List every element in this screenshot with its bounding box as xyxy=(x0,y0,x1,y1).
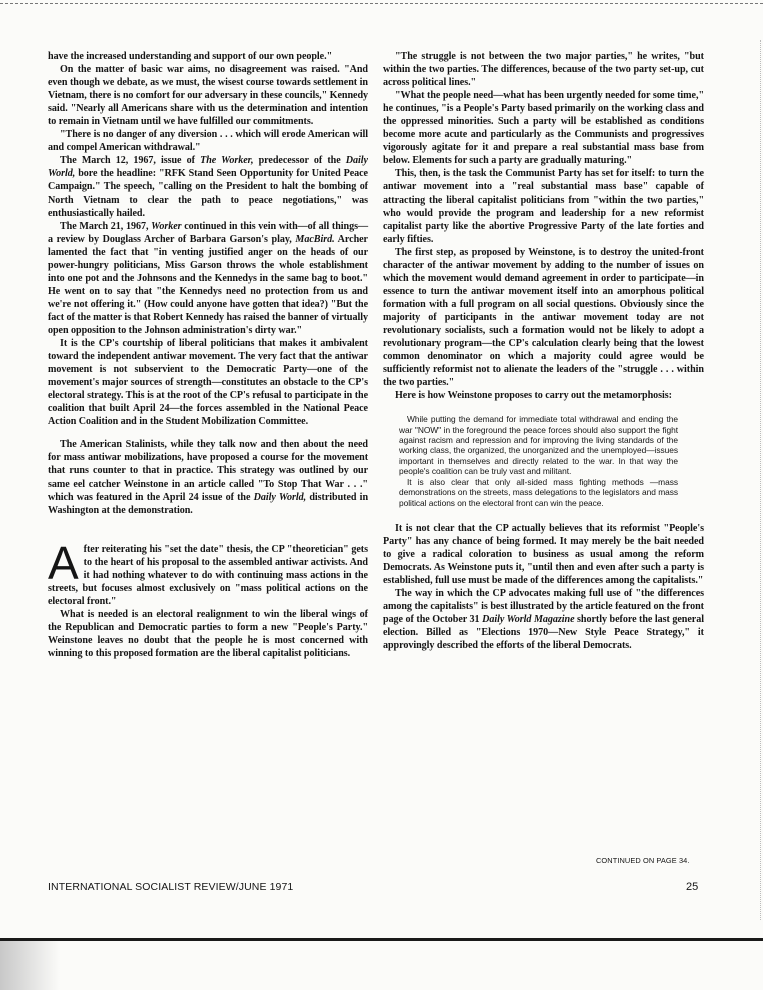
paragraph: Here is how Weinstone proposes to carry out the metamorphosis: xyxy=(395,390,672,402)
text-run: The American Stalinists, while they talk now and then about the need for mass antiwar mobilizations, have proposed a course for the movement that runs counter to that in practice. This strategy was outlined by our same eel catcher Weinstone in an article called "To Stop That War . . ." which was featured in the April 24 issue of the xyxy=(48,439,368,503)
italic-title: Daily World, xyxy=(48,155,368,180)
drop-cap: A xyxy=(48,536,79,589)
text-run: continued in this vein with—of all things—a review by Douglass Archer of Barbara Garson's play, xyxy=(48,220,369,245)
paragraph xyxy=(383,587,704,652)
text-run: fter reiterating his "set the date" thesis, the CP "theoretician" gets to the heart of his proposal to the assembled antiwar activists. And it had nothing whatever to do with continuing mass actions in the streets, but focuses almost exclusively on "mass political actions on the electoral front." xyxy=(48,543,368,607)
running-footer: INTERNATIONAL SOCIALIST REVIEW/JUNE 1971 xyxy=(48,881,294,893)
text-run: The way in which the CP advocates making full use of "the differences among the capitalists" is best illustrated by the article featured on the front page of the October 31 xyxy=(383,588,704,626)
left-column xyxy=(48,50,368,660)
text-run: shortly before the last general election. Billed as "Elections 1970—New Style Peace Strategy," it approvingly described the efforts of the liberal Democrats. xyxy=(383,614,704,652)
italic-title: Daily World Magazine xyxy=(482,614,575,626)
text-run: The March 21, 1967, xyxy=(60,220,152,232)
text-run: bore the headline: "RFK Stand Seen Opportunity for United Peace Campaign." The speech, "calling on the President to halt the bombing of North Vietnam to clear the path to peace negotiations," was enthusiastically hailed. xyxy=(48,168,368,219)
paragraph xyxy=(48,220,368,337)
italic-title: Daily World, xyxy=(253,491,307,503)
paragraph: have the increased understanding and support of our own people." xyxy=(48,51,333,62)
paragraph: The first step, as proposed by Weinstone, is to destroy the united-front character of the antiwar movement by adding to the number of issues on which the movement would demand agreement in order to participate—in essence to turn the antiwar movement itself into an amorphous political formation with a full program on all social questions. Obviously since the majority of participants in the antiwar movement today are not revolutionary socialists, such a formation would not be likely to adopt a revolutionary program—the CP's calculation clearly being that the lowest common denominator on which a majority could agree would be sufficiently reformist not to alienate the leaders of the "struggle . . . within the two parties." xyxy=(383,246,704,389)
italic-title: MacBird. xyxy=(295,233,335,245)
quote-paragraph: While putting the demand for immediate total withdrawal and ending the war "NOW" in the foreground the peace forces should also support the fight against racism and repression and for improving the living standards of the working class, the organized, the unorganized and the unemployed—issues important in themselves and directly related to the war. In that way the people's coalition can be truly vast and militant. xyxy=(399,414,678,477)
scan-shadow xyxy=(0,941,60,990)
paragraph xyxy=(48,154,368,219)
text-run: distributed in Washington at the demonstration. xyxy=(48,491,369,516)
paragraph: "The struggle is not between the two major parties," he writes, "but within the two parties. The differences, because of the two party set-up, cut across political lines." xyxy=(383,51,704,89)
continued-note: CONTINUED ON PAGE 34. xyxy=(596,856,690,865)
block-quote xyxy=(399,414,678,508)
paragraph: "There is no danger of any diversion . . . which will erode American will and compel American withdrawal." xyxy=(48,129,368,154)
italic-title: The Worker, xyxy=(200,155,254,167)
page-number: 25 xyxy=(686,881,699,893)
paragraph: On the matter of basic war aims, no disagreement was raised. "And even though we debate, as we must, the wisest course towards settlement in Vietnam, there is no comfort for our adversary in these councils," Kennedy said. "Nearly all Americans share with us the determination and intention to remain in Vietnam until we have fulfilled our commitments. xyxy=(48,64,368,128)
paragraph: This, then, is the task the Communist Party has set for itself: to turn the antiwar movement into a "real substantial mass base" capable of attracting the liberal capitalist politicians from "within the two parties," who would provide the program and leadership for a new reformist capitalist party like the abortive Progressive Party of the late forties and early fifties. xyxy=(383,168,704,245)
right-column xyxy=(383,50,704,652)
quote-paragraph: It is also clear that only all-sided mass fighting methods —mass demonstrations on the streets, mass delegations to the legislators and mass political actions on the electoral front can win the peace. xyxy=(399,476,678,508)
text-run: Archer lamented the fact that "in venting justified anger on the heads of our power-hungry politicians, Miss Garson throws the whole establishment into one pot and the Johnsons and the Kennedys in the same bag to boot." He went on to say that "the Kennedys need no protection from us and we're not offering it." (How could anyone have gotten that idea?) "But the fact of the matter is that Robert Kennedy has raised the banner of virtually open opposition to the Johnson administration's dirty war." xyxy=(48,233,368,336)
paragraph: It is the CP's courtship of liberal politicians that makes it ambivalent toward the independent antiwar movement. The very fact that the antiwar movement is not subservient to the Democratic Party—one of the movement's major sources of strength—constitutes an obstacle to the CP's electoral strategy. This is at the root of the CP's refusal to participate in the coalition that built April 24—the forces assembled in the National Peace Action Coalition and in the Student Mobilization Committee. xyxy=(48,338,368,428)
italic-title: Worker xyxy=(151,220,182,232)
bottom-rule xyxy=(0,938,763,941)
paragraph-with-dropcap xyxy=(48,536,368,608)
paragraph xyxy=(48,438,368,516)
paragraph: What is needed is an electoral realignment to win the liberal wings of the Republican and Democratic parties to form a new "People's Party." Weinstone leaves no doubt that the people he is most concerned with winning to this proposed formation are the liberal capitalist politicians. xyxy=(48,608,368,660)
text-run: The March 12, 1967, issue of xyxy=(60,155,201,167)
text-run: predecessor of the xyxy=(253,155,346,167)
paragraph: "What the people need—what has been urgently needed for some time," he continues, "is a People's Party based primarily on the working class and the oppressed minorities. Such a party will be established as conditions become more acute and particularly as the Communists and progressives vigorously agitate for it and prepare a real substantial mass base from below. Elements for such a party are gradually maturing." xyxy=(383,90,704,167)
top-border xyxy=(0,3,763,4)
paragraph: It is not clear that the CP actually believes that its reformist "People's Party" has any chance of being formed. It may merely be the bait needed to give a radical coloration to business as usual among the reform Democrats. As Weinstone puts it, "until then and even after such a party is established, full use must be made of the differences among the capitalists." xyxy=(383,522,704,587)
